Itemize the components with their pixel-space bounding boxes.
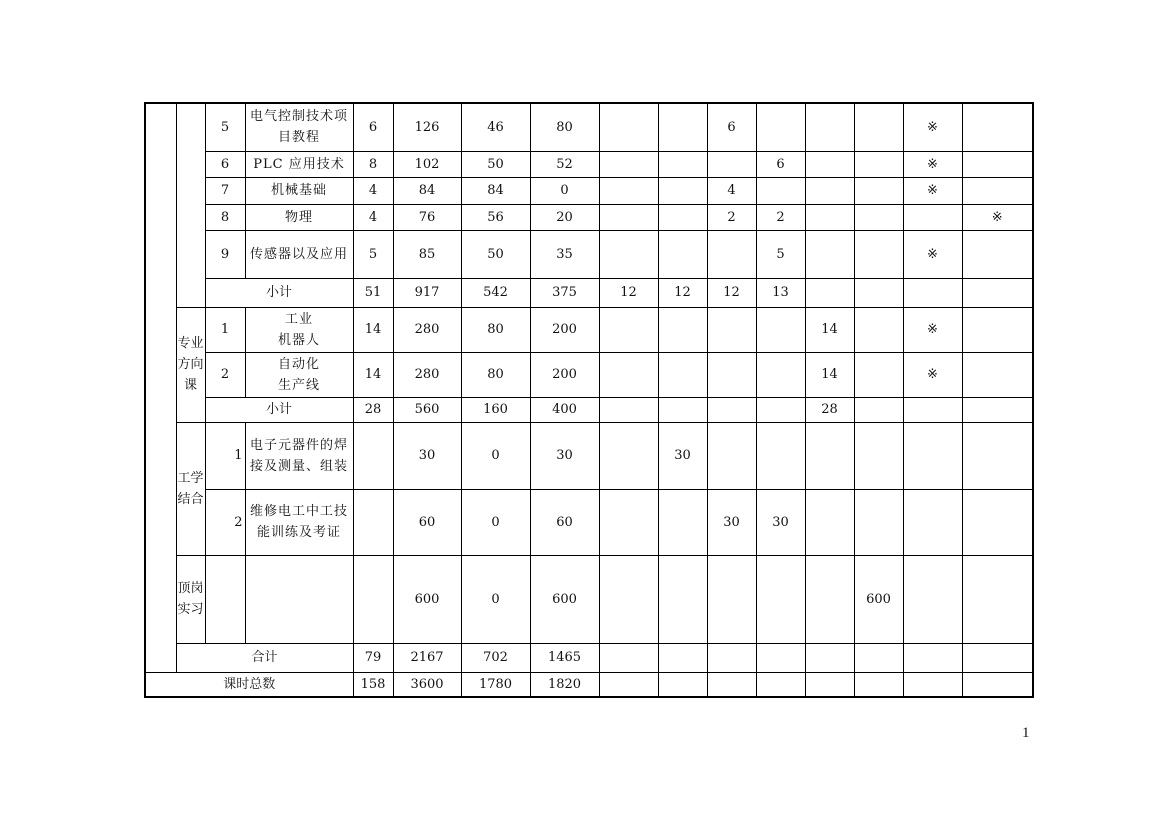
exam-mark-cell: ※ [903,151,962,177]
semester-6-cell [854,422,903,489]
semester-6-cell [854,397,903,422]
practice-hours-cell: 52 [530,151,599,177]
semester-3-cell: 30 [707,489,756,555]
total-label: 合计 [176,643,353,672]
check-mark-cell [962,489,1033,555]
course-name-cell: 物理 [245,204,353,230]
semester-3-cell [707,672,756,697]
theory-hours-cell: 1780 [461,672,530,697]
total-row [145,643,1033,672]
total-hours-cell: 560 [393,397,461,422]
semester-5-cell [805,278,854,307]
exam-mark-cell [903,489,962,555]
semester-1-cell [599,422,658,489]
semester-4-cell [756,643,805,672]
course-number-cell: 9 [205,230,245,278]
total-hours-cell: 917 [393,278,461,307]
practice-hours-cell: 1820 [530,672,599,697]
practice-hours-cell: 200 [530,352,599,397]
semester-3-cell [707,643,756,672]
semester-5-cell: 28 [805,397,854,422]
check-mark-cell [962,422,1033,489]
credit-cell: 51 [353,278,393,307]
credit-cell: 14 [353,352,393,397]
theory-hours-cell: 0 [461,555,530,643]
semester-5-cell [805,643,854,672]
category-cell [176,103,205,307]
theory-hours-cell: 0 [461,489,530,555]
course-row [145,352,1033,397]
credit-cell: 79 [353,643,393,672]
exam-mark-cell [903,204,962,230]
course-name-cell: 自动化 生产线 [245,352,353,397]
semester-4-cell: 6 [756,151,805,177]
check-mark-cell [962,177,1033,204]
semester-6-cell [854,307,903,352]
semester-5-cell [805,555,854,643]
grand-total-label: 课时总数 [145,672,353,697]
check-mark-cell [962,643,1033,672]
semester-6-cell: 600 [854,555,903,643]
semester-1-cell [599,230,658,278]
semester-3-cell [707,555,756,643]
check-mark-cell [962,103,1033,151]
theory-hours-cell: 56 [461,204,530,230]
practice-hours-cell: 35 [530,230,599,278]
course-row [145,151,1033,177]
course-row [145,204,1033,230]
page-number: 1 [1022,725,1030,741]
course-name-cell: 机械基础 [245,177,353,204]
semester-6-cell [854,151,903,177]
credit-cell [353,422,393,489]
semester-3-cell: 2 [707,204,756,230]
practice-hours-cell: 60 [530,489,599,555]
theory-hours-cell: 50 [461,151,530,177]
semester-5-cell: 14 [805,352,854,397]
practice-hours-cell: 1465 [530,643,599,672]
course-number-cell: 2 [205,489,245,555]
theory-hours-cell: 542 [461,278,530,307]
course-number-cell: 8 [205,204,245,230]
curriculum-hours-table [144,102,1034,698]
check-mark-cell [962,397,1033,422]
semester-1-cell [599,151,658,177]
practice-hours-cell: 375 [530,278,599,307]
work-category-label: 工学结合 [176,422,205,555]
total-hours-cell: 2167 [393,643,461,672]
exam-mark-cell: ※ [903,352,962,397]
exam-mark-cell: ※ [903,307,962,352]
semester-3-cell: 4 [707,177,756,204]
credit-cell: 158 [353,672,393,697]
semester-4-cell: 5 [756,230,805,278]
course-number-cell: 2 [205,352,245,397]
check-mark-cell [962,352,1033,397]
credit-cell: 8 [353,151,393,177]
check-mark-cell [962,555,1033,643]
semester-1-cell [599,672,658,697]
semester-2-cell: 30 [658,422,707,489]
total-hours-cell: 600 [393,555,461,643]
exam-mark-cell [903,422,962,489]
practice-hours-cell: 30 [530,422,599,489]
practice-hours-cell: 80 [530,103,599,151]
subtotal-row [145,397,1033,422]
subtotal-label: 小计 [205,278,353,307]
course-name-cell: 电气控制技术项目教程 [245,103,353,151]
course-name-cell: 工业 机器人 [245,307,353,352]
table-body [145,103,1033,697]
course-row [145,307,1033,352]
semester-5-cell [805,204,854,230]
theory-hours-cell: 50 [461,230,530,278]
semester-3-cell [707,307,756,352]
semester-6-cell [854,103,903,151]
semester-4-cell: 2 [756,204,805,230]
semester-3-cell [707,151,756,177]
course-number-cell: 5 [205,103,245,151]
semester-5-cell [805,230,854,278]
theory-hours-cell: 160 [461,397,530,422]
semester-1-cell [599,643,658,672]
semester-6-cell [854,672,903,697]
semester-6-cell [854,177,903,204]
semester-2-cell [658,151,707,177]
semester-2-cell [658,489,707,555]
semester-4-cell [756,555,805,643]
credit-cell: 28 [353,397,393,422]
semester-4-cell [756,672,805,697]
semester-5-cell [805,177,854,204]
semester-1-cell [599,489,658,555]
semester-5-cell [805,103,854,151]
course-row [145,422,1033,489]
internship-row [145,555,1033,643]
course-name-cell [245,555,353,643]
total-hours-cell: 85 [393,230,461,278]
course-row [145,489,1033,555]
credit-cell: 4 [353,204,393,230]
check-mark-cell [962,230,1033,278]
practice-hours-cell: 0 [530,177,599,204]
internship-category-label: 顶岗实习 [176,555,205,643]
practice-hours-cell: 20 [530,204,599,230]
semester-5-cell [805,672,854,697]
semester-2-cell [658,397,707,422]
credit-cell: 5 [353,230,393,278]
semester-5-cell [805,489,854,555]
semester-4-cell [756,352,805,397]
course-row [145,103,1033,151]
semester-2-cell [658,177,707,204]
exam-mark-cell [903,278,962,307]
practice-hours-cell: 600 [530,555,599,643]
credit-cell [353,555,393,643]
exam-mark-cell [903,672,962,697]
course-number-cell: 1 [205,307,245,352]
total-hours-cell: 102 [393,151,461,177]
check-mark-cell: ※ [962,204,1033,230]
semester-3-cell [707,352,756,397]
semester-4-cell [756,397,805,422]
semester-3-cell: 12 [707,278,756,307]
semester-4-cell [756,307,805,352]
semester-2-cell [658,307,707,352]
exam-mark-cell: ※ [903,230,962,278]
semester-3-cell [707,230,756,278]
semester-3-cell [707,422,756,489]
semester-6-cell [854,204,903,230]
theory-hours-cell: 80 [461,307,530,352]
total-hours-cell: 76 [393,204,461,230]
course-row [145,230,1033,278]
subtotal-label: 小计 [205,397,353,422]
course-name-cell: 维修电工中工技能训练及考证 [245,489,353,555]
semester-6-cell [854,489,903,555]
credit-cell: 14 [353,307,393,352]
total-hours-cell: 3600 [393,672,461,697]
semester-1-cell [599,352,658,397]
semester-2-cell [658,643,707,672]
semester-1-cell [599,103,658,151]
total-hours-cell: 60 [393,489,461,555]
total-hours-cell: 280 [393,307,461,352]
semester-1-cell [599,555,658,643]
check-mark-cell [962,672,1033,697]
semester-2-cell [658,352,707,397]
semester-6-cell [854,230,903,278]
semester-4-cell [756,422,805,489]
theory-hours-cell: 702 [461,643,530,672]
grand-total-row [145,672,1033,697]
semester-5-cell [805,422,854,489]
theory-hours-cell: 46 [461,103,530,151]
exam-mark-cell: ※ [903,177,962,204]
outer-category-cell [145,103,176,672]
semester-5-cell: 14 [805,307,854,352]
theory-hours-cell: 84 [461,177,530,204]
semester-1-cell [599,397,658,422]
exam-mark-cell [903,397,962,422]
credit-cell: 6 [353,103,393,151]
course-name-cell: PLC 应用技术 [245,151,353,177]
total-hours-cell: 126 [393,103,461,151]
course-number-cell: 7 [205,177,245,204]
semester-1-cell: 12 [599,278,658,307]
semester-2-cell [658,103,707,151]
check-mark-cell [962,278,1033,307]
semester-2-cell [658,555,707,643]
check-mark-cell [962,151,1033,177]
course-name-cell: 传感器以及应用 [245,230,353,278]
semester-1-cell [599,307,658,352]
practice-hours-cell: 200 [530,307,599,352]
semester-6-cell [854,278,903,307]
semester-2-cell [658,230,707,278]
semester-4-cell: 30 [756,489,805,555]
course-row [145,177,1033,204]
semester-4-cell: 13 [756,278,805,307]
exam-mark-cell: ※ [903,103,962,151]
semester-2-cell [658,204,707,230]
major-category-label: 专业方向课 [176,307,205,422]
exam-mark-cell [903,555,962,643]
total-hours-cell: 280 [393,352,461,397]
semester-1-cell [599,177,658,204]
semester-6-cell [854,352,903,397]
semester-6-cell [854,643,903,672]
credit-cell [353,489,393,555]
practice-hours-cell: 400 [530,397,599,422]
course-number-cell: 1 [205,422,245,489]
course-name-cell: 电子元器件的焊接及测量、组装 [245,422,353,489]
check-mark-cell [962,307,1033,352]
exam-mark-cell [903,643,962,672]
semester-3-cell [707,397,756,422]
subtotal-row [145,278,1033,307]
semester-3-cell: 6 [707,103,756,151]
semester-5-cell [805,151,854,177]
semester-2-cell: 12 [658,278,707,307]
theory-hours-cell: 80 [461,352,530,397]
course-number-cell [205,555,245,643]
semester-2-cell [658,672,707,697]
credit-cell: 4 [353,177,393,204]
total-hours-cell: 30 [393,422,461,489]
theory-hours-cell: 0 [461,422,530,489]
semester-4-cell [756,177,805,204]
semester-4-cell [756,103,805,151]
semester-1-cell [599,204,658,230]
total-hours-cell: 84 [393,177,461,204]
course-number-cell: 6 [205,151,245,177]
